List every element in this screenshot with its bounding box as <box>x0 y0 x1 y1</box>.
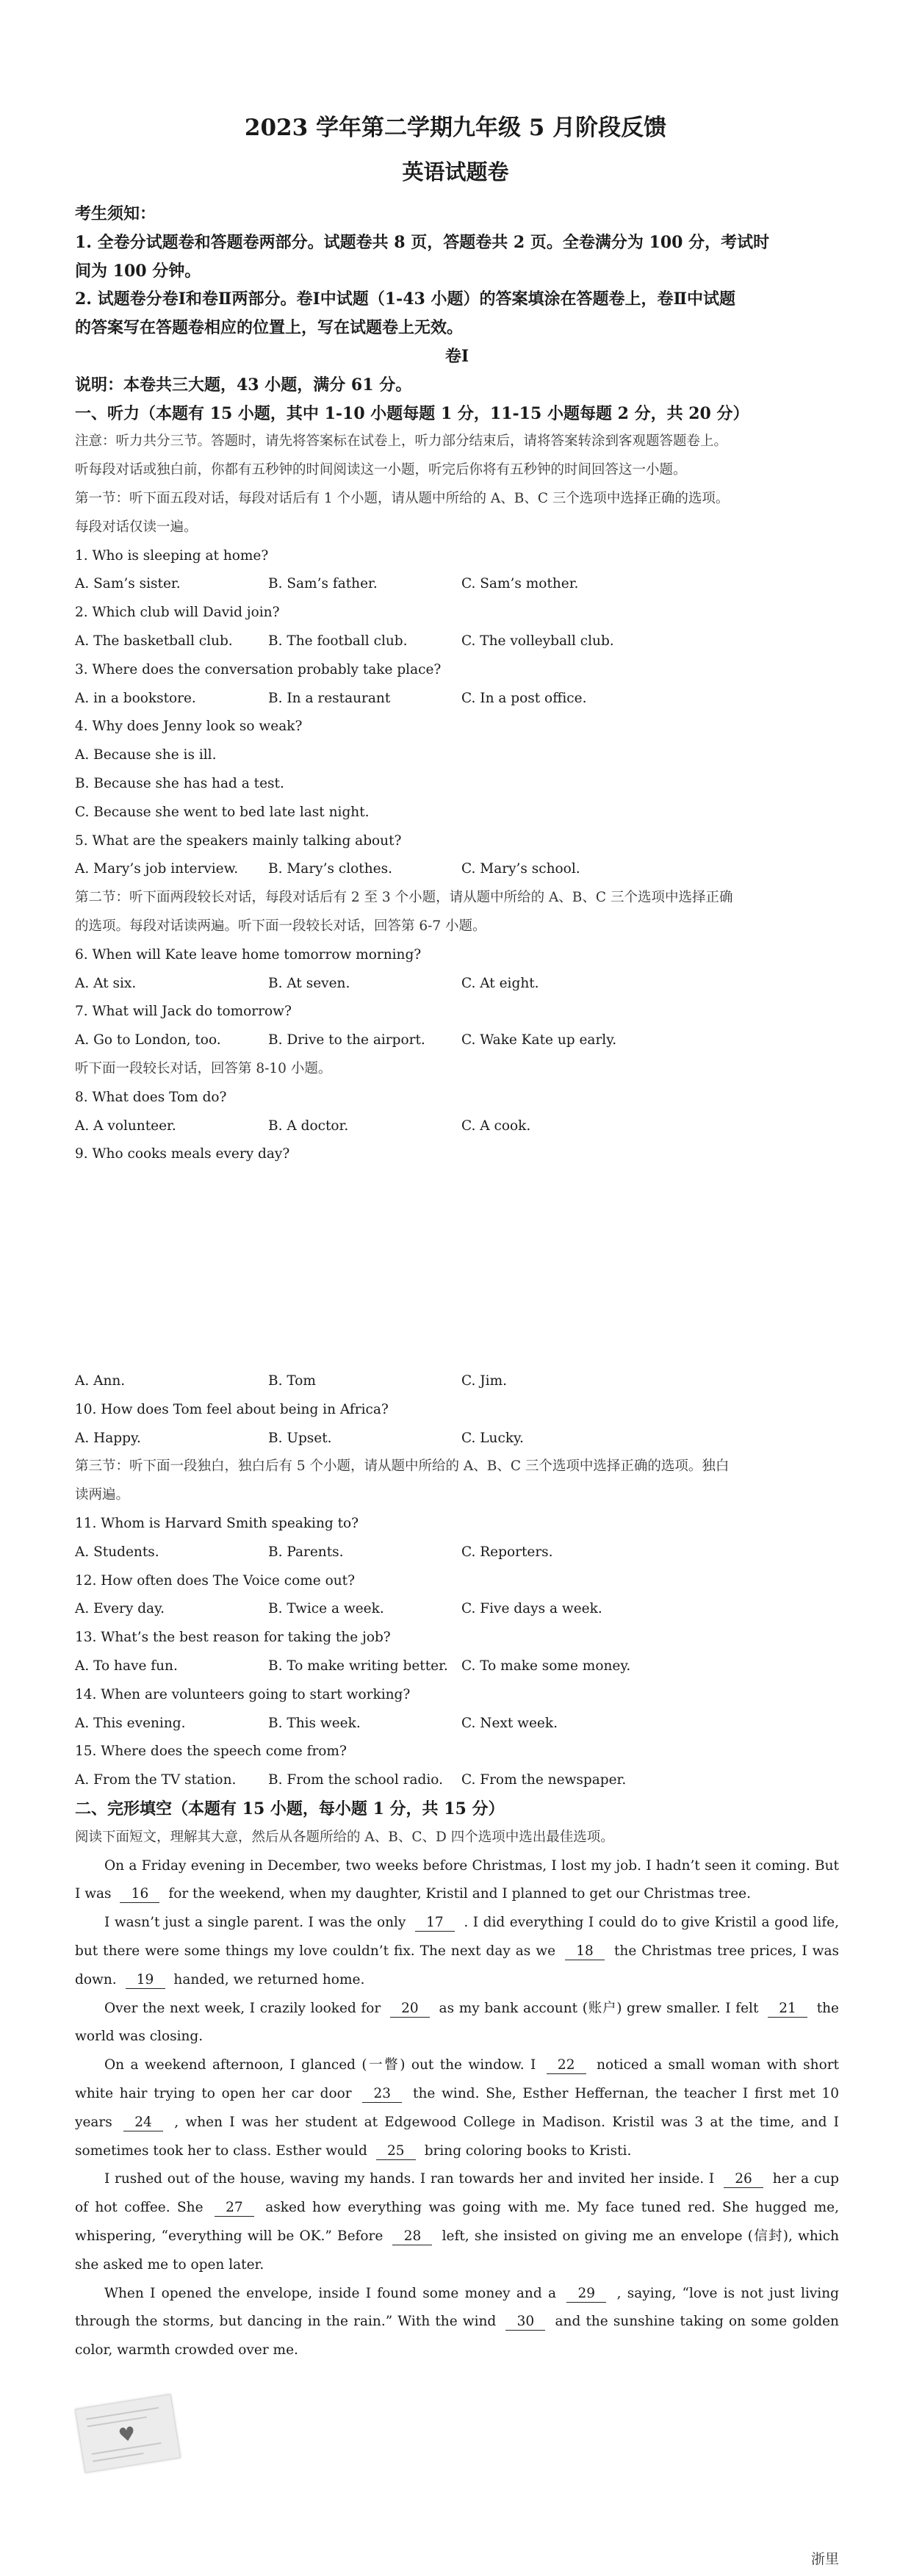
heart-icon: ♥ <box>117 2422 137 2447</box>
option-b: B. From the school radio. <box>268 1772 443 1788</box>
option-b: B. Because she has had a test. <box>75 775 284 791</box>
option-c: C. The volleyball club. <box>461 633 614 649</box>
question-1-options <box>75 570 839 599</box>
option-a: A. Ann. <box>75 1373 126 1389</box>
cloze-paragraph-5 <box>75 2165 839 2279</box>
option-a: A. Go to London, too. <box>75 1032 221 1048</box>
option-a: A. To have fun. <box>75 1658 178 1674</box>
blank-22: 22 <box>547 2057 586 2074</box>
cloze-text: On a Friday evening in December, two weeks before Christmas, I lost my job. I hadn’t seen it coming. But I was <box>75 1857 839 1902</box>
cloze-text: her a cup of hot coffee. She <box>75 2171 840 2216</box>
question-3: 3. Where does the conversation probably take place? <box>75 661 442 677</box>
cloze-paragraph-6 <box>75 2280 839 2365</box>
blank-29: 29 <box>566 2286 606 2303</box>
option-b: B. Sam’s father. <box>268 576 378 592</box>
question-11-options <box>75 1539 839 1567</box>
option-c: C. A cook. <box>461 1118 531 1134</box>
option-b: B. Twice a week. <box>268 1601 384 1617</box>
question-6-options <box>75 970 839 999</box>
question-14: 14. When are volunteers going to start working? <box>75 1686 411 1702</box>
blank-21: 21 <box>768 2001 807 2018</box>
instruction-1-cont: 间为 100 分钟。 <box>75 261 201 281</box>
blank-20: 20 <box>390 2001 430 2018</box>
option-b: B. Mary’s clothes. <box>268 861 392 877</box>
question-9-options <box>75 1367 839 1396</box>
section-3-instruction-cont: 读两遍。 <box>75 1487 130 1503</box>
cloze-text: as my bank account (账户) grew smaller. I felt <box>439 2000 759 2016</box>
footer-text: 浙里 <box>810 2551 839 2567</box>
question-2-options <box>75 627 839 656</box>
cloze-paragraph-3 <box>75 1995 839 2052</box>
instruction-2: 2. 试题卷分卷Ⅰ和卷Ⅱ两部分。卷Ⅰ中试题（1-43 小题）的答案填涂在答题卷上，卷Ⅱ中试题 <box>75 289 736 309</box>
option-c: C. Next week. <box>461 1715 558 1731</box>
instruction-1: 1. 全卷分试题卷和答题卷两部分。试题卷共 8 页，答题卷共 2 页。全卷满分为 100 分，考试时 <box>75 232 770 252</box>
option-c: C. To make some money. <box>461 1658 631 1674</box>
note-card-image <box>75 2394 181 2473</box>
listening-heading: 一、听力（本题有 15 小题，其中 1-10 小题每题 1 分，11-15 小题每题 2 分，共 20 分） <box>75 403 749 423</box>
section-2-instruction: 第二节：听下面两段较长对话，每段对话后有 2 至 3 个小题，请从题中所给的 A、B、C 三个选项中选择正确 <box>75 890 733 906</box>
cloze-text: When I opened the envelope, inside I found some money and a <box>104 2285 556 2301</box>
question-13: 13. What’s the best reason for taking the job? <box>75 1630 391 1646</box>
cloze-text: the Christmas tree prices, I was down. <box>75 1943 840 1987</box>
cloze-text: . I did everything I could do to give Kristil a good life, but there were some things my love couldn’t fix. The next day as we <box>75 1915 839 1960</box>
option-a: A. Happy. <box>75 1430 141 1446</box>
section-2-instruction-cont: 的选项。每段对话读两遍。听下面一段较长对话，回答第 6-7 小题。 <box>75 918 486 934</box>
cloze-heading: 二、完形填空（本题有 15 小题，每小题 1 分，共 15 分） <box>75 1799 505 1819</box>
question-9: 9. Who cooks meals every day? <box>75 1146 290 1162</box>
cloze-text: I wasn’t just a single parent. I was the only <box>104 1915 406 1931</box>
listening-note-2: 听每段对话或独白前，你都有五秒钟的时间阅读这一小题，听完后你将有五秒钟的时间回答这一小题。 <box>75 462 687 478</box>
option-c: C. Mary’s school. <box>461 861 580 877</box>
cloze-text: Over the next week, I crazily looked for <box>104 2000 381 2016</box>
option-b: B. Drive to the airport. <box>268 1032 425 1048</box>
blank-18: 18 <box>565 1943 605 1960</box>
blank-25: 25 <box>376 2143 416 2160</box>
option-a: A. At six. <box>75 975 137 991</box>
cloze-text: , saying, “love is not just living through the storms, but dancing in the rain.” With the wind <box>75 2285 839 2330</box>
option-b: B. Tom <box>268 1373 316 1389</box>
option-c: C. Five days a week. <box>461 1601 602 1617</box>
exam-title: 2023 学年第二学期九年级 5 月阶段反馈 <box>244 115 667 141</box>
question-8-options <box>75 1112 839 1141</box>
blank-19: 19 <box>126 1972 165 1989</box>
blank-30: 30 <box>505 2314 545 2331</box>
blank-26: 26 <box>724 2171 763 2188</box>
cloze-text: handed, we returned home. <box>173 1971 365 1987</box>
blank-23: 23 <box>362 2086 402 2103</box>
option-c: C. Lucky. <box>461 1430 524 1446</box>
option-c: C. At eight. <box>461 975 539 991</box>
question-6: 6. When will Kate leave home tomorrow morning? <box>75 946 422 963</box>
option-a: A. A volunteer. <box>75 1118 176 1134</box>
option-a: A. This evening. <box>75 1715 186 1731</box>
option-b: B. Upset. <box>268 1430 332 1446</box>
question-1: 1. Who is sleeping at home? <box>75 547 269 564</box>
cloze-paragraph-1 <box>75 1852 839 1910</box>
question-11: 11. Whom is Harvard Smith speaking to? <box>75 1516 359 1532</box>
cloze-text: left, she insisted on giving me an envelope (信封), which she asked me to open later. <box>75 2228 839 2273</box>
section-3-instruction: 第三节：听下面一段独白，独白后有 5 个小题，请从题中所给的 A、B、C 三个选项中选择正确的选项。独白 <box>75 1458 730 1475</box>
section-1-instruction: 第一节：听下面五段对话，每段对话后有 1 个小题，请从题中所给的 A、B、C 三个选项中选择正确的选项。 <box>75 490 730 506</box>
question-10-options <box>75 1425 839 1453</box>
cloze-paragraph-4 <box>75 2051 839 2165</box>
option-c: C. Because she went to bed late last night. <box>75 804 370 820</box>
question-5: 5. What are the speakers mainly talking about? <box>75 832 402 849</box>
option-a: A. Every day. <box>75 1601 165 1617</box>
volume-label: 卷Ⅰ <box>444 346 469 366</box>
question-5-options <box>75 855 839 884</box>
option-b: B. Parents. <box>268 1544 344 1560</box>
cloze-text: asked how everything was going with me. My face tuned red. She hugged me, whispering, “everything will be OK.” Before <box>75 2200 839 2244</box>
instruction-2-cont: 的答案写在答题卷相应的位置上，写在试题卷上无效。 <box>75 318 464 338</box>
option-a: A. From the TV station. <box>75 1772 237 1788</box>
note-line <box>93 2453 143 2462</box>
option-b: B. A doctor. <box>268 1118 349 1134</box>
option-b: B. The football club. <box>268 633 408 649</box>
instructions-heading: 考生须知： <box>75 204 156 223</box>
cloze-text: I rushed out of the house, waving my hands. I ran towards her and invited her inside. I <box>104 2171 715 2187</box>
option-a: A. in a bookstore. <box>75 690 196 706</box>
question-12-options <box>75 1595 839 1624</box>
blank-space <box>75 1169 839 1367</box>
option-a: A. Because she is ill. <box>75 747 217 763</box>
cloze-text: , when I was her student at Edgewood College in Madison. Kristil was 3 at the time, and I sometimes took her to class. Esther would <box>75 2114 839 2159</box>
option-c: C. From the newspaper. <box>461 1772 627 1788</box>
cloze-text: bring coloring books to Kristi. <box>424 2143 632 2159</box>
blank-17: 17 <box>415 1915 455 1932</box>
option-c: C. Reporters. <box>461 1544 553 1560</box>
cloze-instruction: 阅读下面短文，理解其大意，然后从各题所给的 A、B、C、D 四个选项中选出最佳选项。 <box>75 1829 614 1845</box>
option-b: B. In a restaurant <box>268 690 391 706</box>
cloze-text: and the sunshine taking on some golden color, warmth crowded over me. <box>75 2314 839 2359</box>
dialog-2-instruction: 听下面一段较长对话，回答第 8-10 小题。 <box>75 1060 332 1076</box>
question-2: 2. Which club will David join? <box>75 605 280 621</box>
question-3-options <box>75 685 839 713</box>
note-line <box>86 2407 159 2420</box>
question-8: 8. What does Tom do? <box>75 1089 227 1105</box>
cloze-text: the wind. She, Esther Heffernan, the teacher I first met 10 years <box>75 2086 839 2130</box>
option-b: B. This week. <box>268 1715 361 1731</box>
question-13-options <box>75 1652 839 1681</box>
question-15-options <box>75 1766 839 1795</box>
question-7-options <box>75 1026 839 1055</box>
option-c: C. In a post office. <box>461 690 587 706</box>
option-a: A. Mary’s job interview. <box>75 861 239 877</box>
blank-24: 24 <box>123 2115 163 2131</box>
cloze-paragraph-2 <box>75 1909 839 1994</box>
exam-content <box>75 200 839 2365</box>
question-15: 15. Where does the speech come from? <box>75 1744 347 1760</box>
question-7: 7. What will Jack do tomorrow? <box>75 1004 292 1020</box>
option-a: A. The basketball club. <box>75 633 233 649</box>
blank-16: 16 <box>120 1886 159 1903</box>
option-c: C. Sam’s mother. <box>461 576 579 592</box>
option-b: B. To make writing better. <box>268 1658 448 1674</box>
option-a: A. Sam’s sister. <box>75 576 181 592</box>
cloze-text: On a weekend afternoon, I glanced (一瞥) out the window. I <box>104 2057 536 2073</box>
question-4: 4. Why does Jenny look so weak? <box>75 719 303 735</box>
cloze-text: noticed a small woman with short white hair trying to open her car door <box>75 2057 839 2102</box>
question-12: 12. How often does The Voice come out? <box>75 1572 356 1589</box>
listening-note-1: 注意：听力共分三节。答题时，请先将答案标在试卷上，听力部分结束后，请将答案转涂到客观题答题卷上。 <box>75 433 728 450</box>
cloze-text: for the weekend, when my daughter, Kristil and I planned to get our Christmas tree. <box>168 1886 751 1902</box>
option-c: C. Jim. <box>461 1373 508 1389</box>
option-a: A. Students. <box>75 1544 159 1560</box>
option-b: B. At seven. <box>268 975 350 991</box>
question-14-options <box>75 1710 839 1738</box>
cloze-text: the world was closing. <box>75 2000 839 2045</box>
section-1-instruction-cont: 每段对话仅读一遍。 <box>75 519 198 535</box>
blank-27: 27 <box>215 2200 254 2217</box>
blank-28: 28 <box>392 2228 432 2245</box>
volume-description: 说明：本卷共三大题，43 小题，满分 61 分。 <box>75 375 412 395</box>
option-c: C. Wake Kate up early. <box>461 1032 617 1048</box>
exam-subtitle: 英语试题卷 <box>402 159 509 184</box>
question-10: 10. How does Tom feel about being in Africa? <box>75 1401 389 1417</box>
